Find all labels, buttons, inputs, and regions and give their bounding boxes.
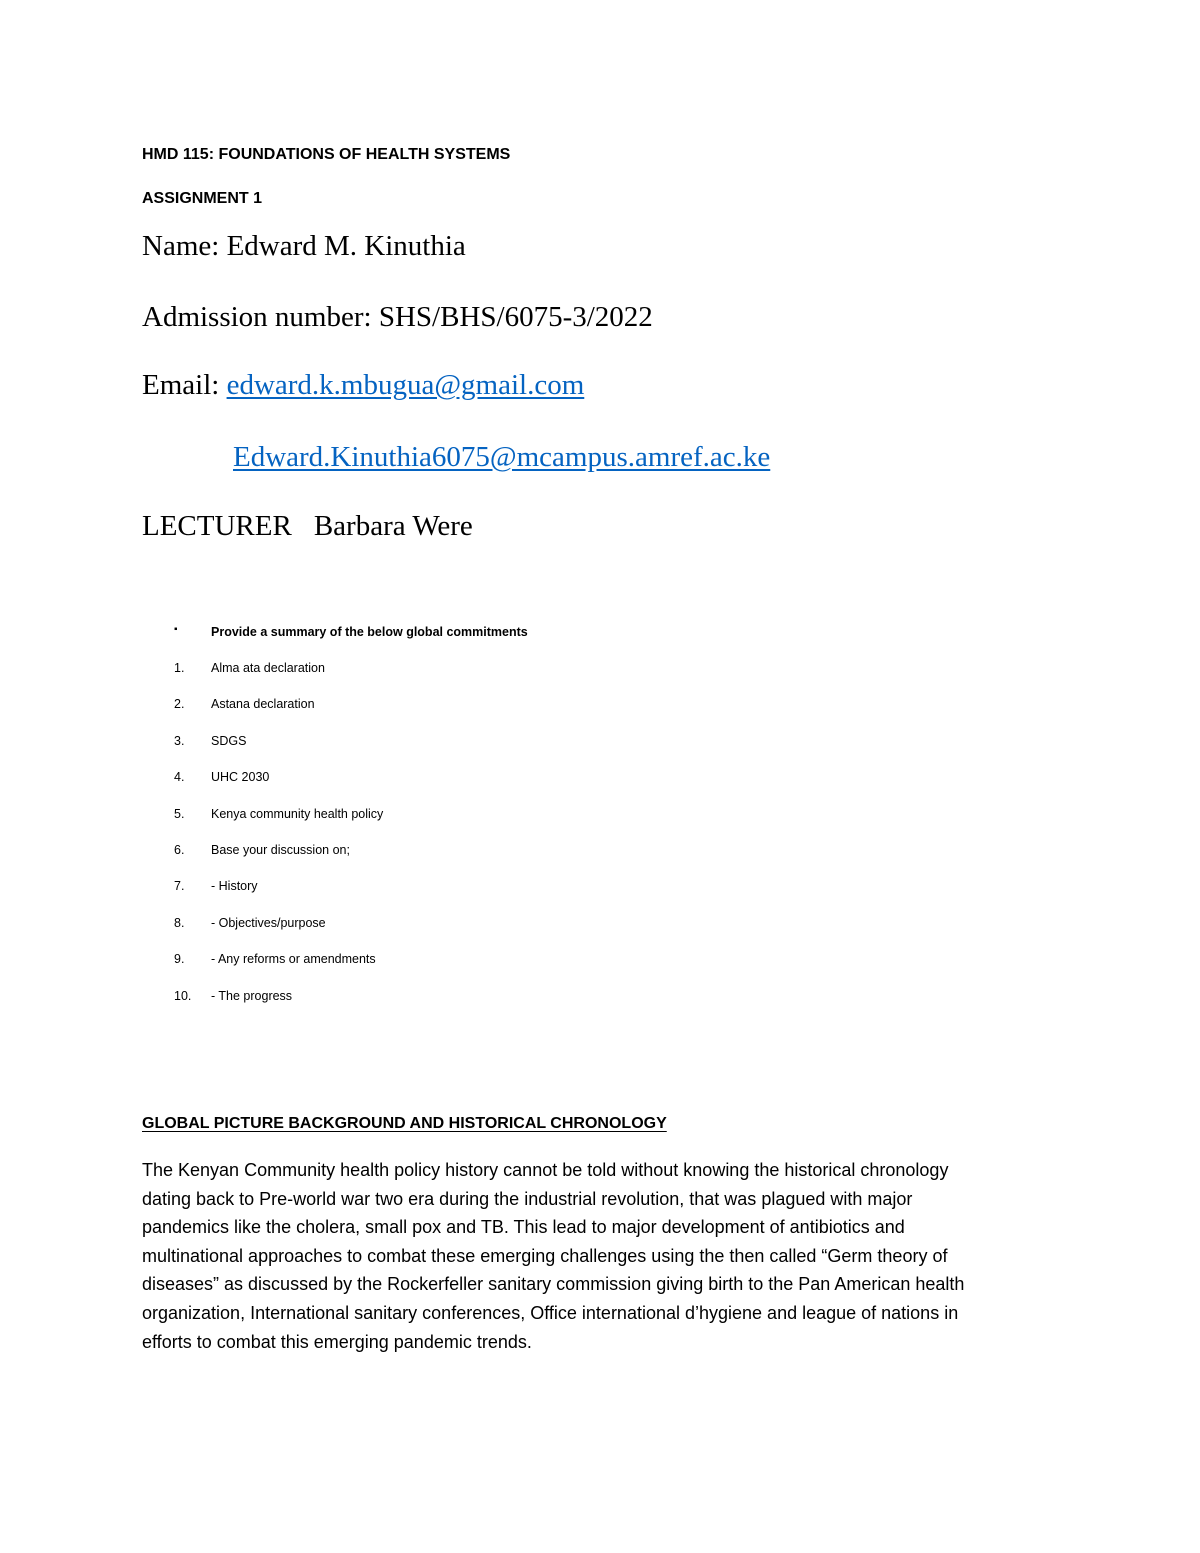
list-item-number: 2. <box>174 697 185 711</box>
email-secondary-link[interactable]: Edward.Kinuthia6075@mcampus.amref.ac.ke <box>233 441 771 473</box>
paragraph-line: dating back to Pre-world war two era during the industrial revolution, that was plagued with major <box>142 1188 913 1209</box>
list-item-number: 7. <box>174 879 185 893</box>
email-secondary-line <box>233 441 770 474</box>
section-heading: GLOBAL PICTURE BACKGROUND AND HISTORICAL CHRONOLOGY <box>142 1115 667 1132</box>
list-item-number: 6. <box>174 843 185 857</box>
email-primary-link[interactable]: edward.k.mbugua@gmail.com <box>226 369 585 401</box>
list-item: Alma ata declaration <box>211 661 325 675</box>
email-label: Email: <box>142 369 220 401</box>
name-label: Name: <box>142 230 220 262</box>
list-item: - The progress <box>211 989 293 1003</box>
list-item: - Any reforms or amendments <box>211 952 376 966</box>
instruction-text: Provide a summary of the below global commitments <box>211 625 528 639</box>
paragraph-line: The Kenyan Community health policy history cannot be told without knowing the historical chronology <box>142 1160 949 1180</box>
list-item-number: 5. <box>174 807 185 821</box>
admission-label: Admission number: <box>142 301 372 333</box>
list-item-number: 1. <box>174 661 185 675</box>
email-line <box>142 369 584 402</box>
list-item: Base your discussion on; <box>211 843 350 857</box>
list-item: SDGS <box>211 734 247 748</box>
lecturer-line <box>142 510 473 543</box>
list-item: - Objectives/purpose <box>211 916 326 930</box>
lecturer-value: Barbara Were <box>313 510 473 542</box>
admission-value: SHS/BHS/6075-3/2022 <box>378 301 653 333</box>
student-name-line <box>142 230 466 263</box>
list-item: Astana declaration <box>211 697 315 711</box>
list-item-number: 4. <box>174 770 185 784</box>
paragraph-line: multinational approaches to combat these emerging challenges using the then called “Germ theory of <box>142 1245 948 1266</box>
list-item-number: 8. <box>174 916 185 930</box>
paragraph-line: diseases” as discussed by the Rockerfeller sanitary commission giving birth to the Pan American health <box>142 1274 965 1295</box>
list-item: UHC 2030 <box>211 770 270 784</box>
admission-line <box>142 301 653 334</box>
assignment-title: ASSIGNMENT 1 <box>142 190 263 207</box>
list-item-number: 3. <box>174 734 185 748</box>
course-title: HMD 115: FOUNDATIONS OF HEALTH SYSTEMS <box>142 146 511 163</box>
lecturer-label: LECTURER <box>142 510 292 542</box>
name-value: Edward M. Kinuthia <box>226 230 466 262</box>
list-item: Kenya community health policy <box>211 807 384 821</box>
list-item: - History <box>211 879 258 893</box>
list-item-number: 10. <box>174 989 192 1003</box>
bullet-icon: ▪ <box>174 624 178 635</box>
list-item-number: 9. <box>174 952 185 966</box>
paragraph-line: efforts to combat this emerging pandemic trends. <box>142 1331 532 1352</box>
paragraph-line: pandemics like the cholera, small pox and TB. This lead to major development of antibiotics and <box>142 1217 905 1238</box>
section-paragraph <box>142 1156 1047 1356</box>
paragraph-line: organization, International sanitary conferences, Office international d’hygiene and league of nations in <box>142 1302 959 1323</box>
